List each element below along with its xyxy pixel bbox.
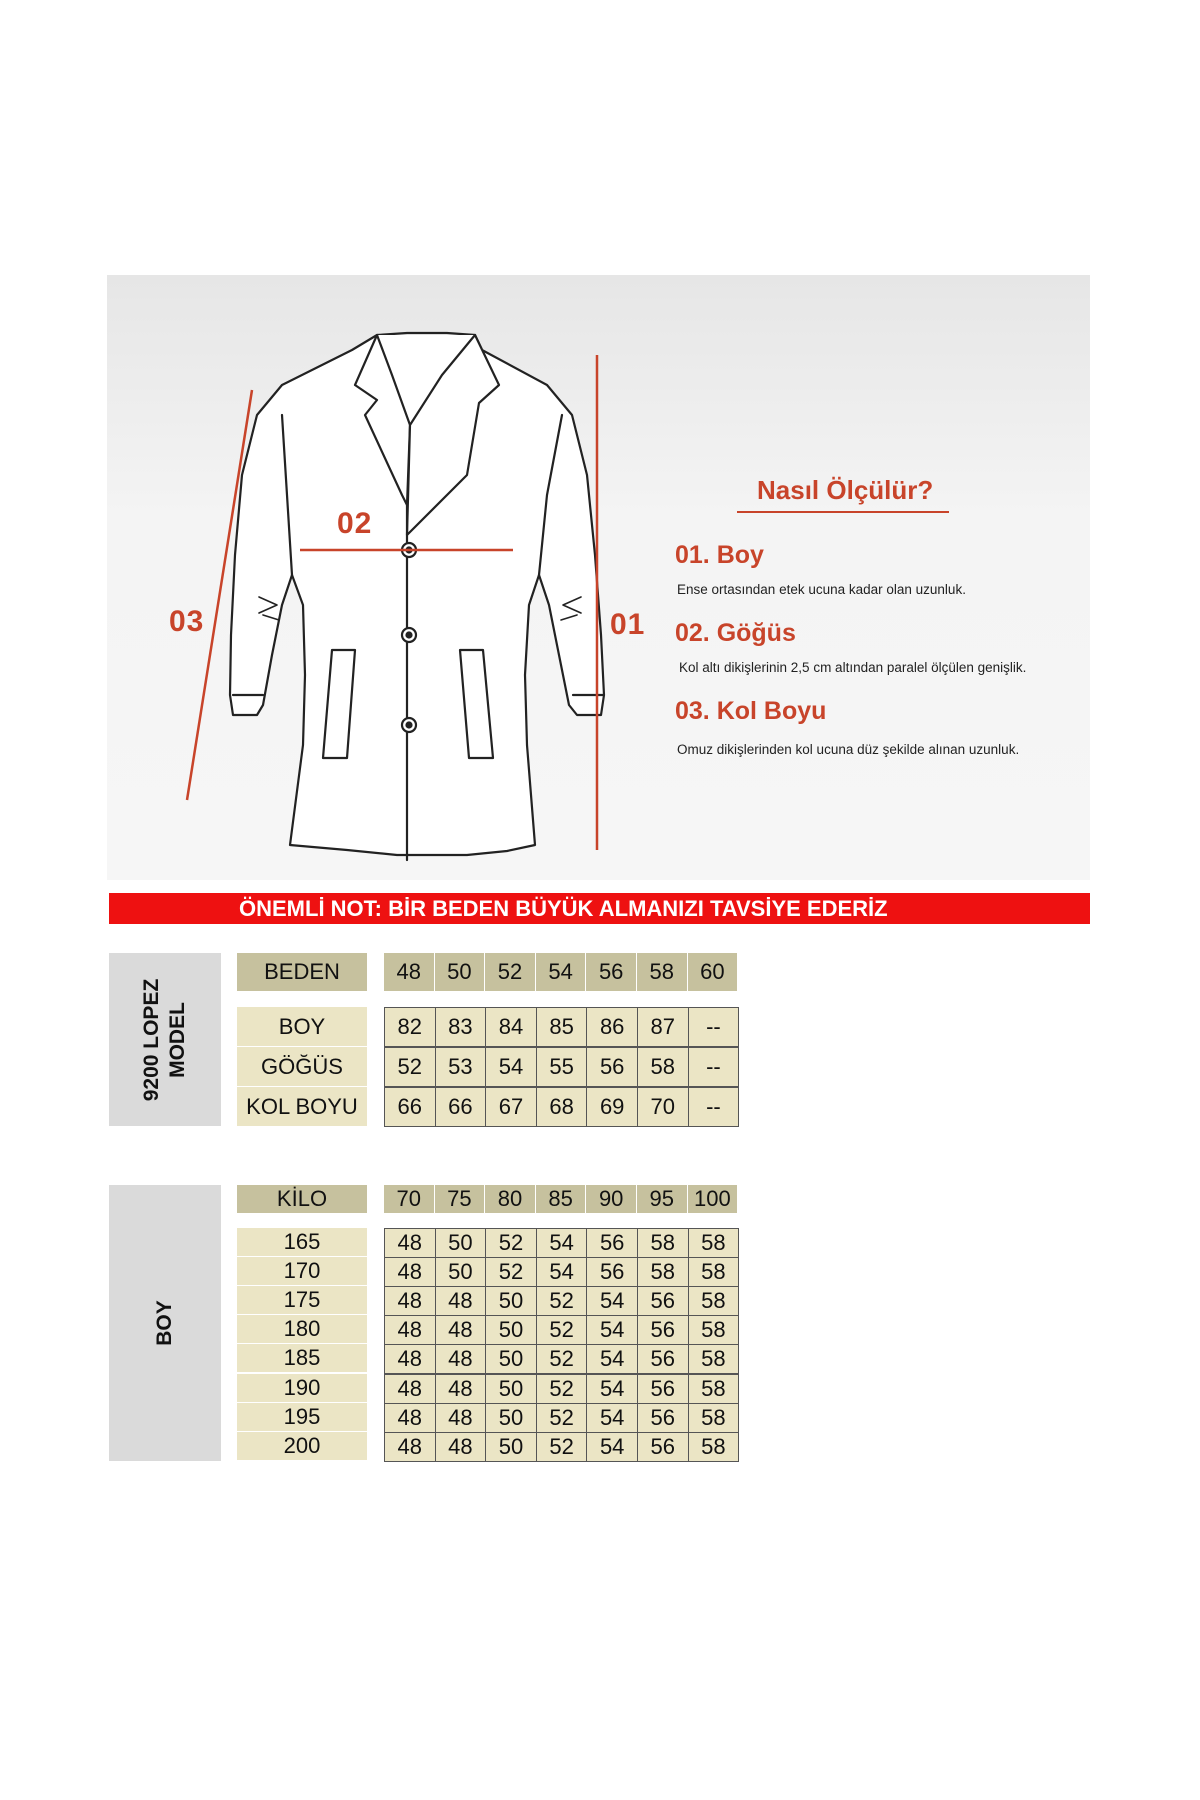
- size-table-cell: 53: [435, 1047, 487, 1087]
- fit-table-cell: 50: [485, 1286, 537, 1316]
- fit-table-cell: 48: [435, 1403, 487, 1433]
- fit-row-label: 200: [237, 1432, 367, 1460]
- fit-table-cell: 52: [536, 1403, 588, 1433]
- fit-header-cell: 85: [536, 1185, 586, 1213]
- size-header-cell: 48: [384, 953, 434, 991]
- size-table-cell: 84: [485, 1007, 537, 1047]
- size-table-cell: 52: [384, 1047, 436, 1087]
- fit-table-cell: 56: [637, 1432, 689, 1462]
- length-measure-label: 01: [610, 608, 646, 641]
- size-table-cell: 67: [485, 1087, 537, 1127]
- fit-table-cell: 56: [637, 1344, 689, 1374]
- chest-measure-label: 02: [337, 507, 373, 540]
- size-table-cell: 56: [586, 1047, 638, 1087]
- size-table-cell: 85: [536, 1007, 588, 1047]
- fit-table-cell: 48: [384, 1286, 436, 1316]
- important-note-text: ÖNEMLİ NOT: BİR BEDEN BÜYÜK ALMANIZI TAVSİYE EDERİZ: [239, 896, 888, 921]
- fit-row-label: 190: [237, 1374, 367, 1402]
- model-code: 9200 LOPEZ: [140, 978, 163, 1101]
- fit-table-cell: 48: [435, 1344, 487, 1374]
- fit-table-cell: 56: [637, 1286, 689, 1316]
- fit-table-cell: 48: [384, 1315, 436, 1345]
- size-header-cell: 58: [637, 953, 687, 991]
- size-table-cell: 54: [485, 1047, 537, 1087]
- fit-table-cell: 48: [384, 1257, 436, 1287]
- size-row-label: GÖĞÜS: [237, 1047, 367, 1086]
- fit-table-cell: 48: [435, 1432, 487, 1462]
- size-table-cell: 69: [586, 1087, 638, 1127]
- size-header-cell: 56: [586, 953, 636, 991]
- size-header-cell: 50: [435, 953, 485, 991]
- fit-table-cell: 54: [536, 1228, 588, 1258]
- fit-table-cell: 48: [435, 1374, 487, 1404]
- howto-heading-length: 01. Boy: [675, 541, 764, 569]
- fit-table-cell: 58: [688, 1403, 740, 1433]
- fit-table-cell: 48: [384, 1432, 436, 1462]
- fit-table-cell: 58: [637, 1228, 689, 1258]
- fit-table-cell: 54: [536, 1257, 588, 1287]
- howto-desc-chest: Kol altı dikişlerinin 2,5 cm altından paralel ölçülen genişlik.: [679, 660, 1027, 675]
- howto-desc-sleeve: Omuz dikişlerinden kol ucuna düz şekilde alınan uzunluk.: [677, 742, 1020, 757]
- size-table-cell: 87: [637, 1007, 689, 1047]
- fit-table-cell: 52: [536, 1315, 588, 1345]
- size-table-cell: 70: [637, 1087, 689, 1127]
- fit-table-cell: 50: [485, 1374, 537, 1404]
- fit-table-cell: 48: [384, 1374, 436, 1404]
- fit-row-label: 185: [237, 1344, 367, 1372]
- size-row-label: KOL BOYU: [237, 1087, 367, 1126]
- size-table-side-label: [109, 953, 221, 1126]
- size-table-cell: --: [688, 1087, 740, 1127]
- fit-table-cell: 52: [485, 1228, 537, 1258]
- howto-desc-length: Ense ortasından etek ucuna kadar olan uzunluk.: [677, 582, 966, 597]
- size-table-cell: --: [688, 1047, 740, 1087]
- fit-table-cell: 48: [435, 1286, 487, 1316]
- size-table-cell: 83: [435, 1007, 487, 1047]
- size-table-cell: 86: [586, 1007, 638, 1047]
- fit-table-cell: 54: [586, 1286, 638, 1316]
- fit-row-label: 180: [237, 1315, 367, 1343]
- fit-table-cell: 54: [586, 1374, 638, 1404]
- fit-header-cell: 80: [485, 1185, 535, 1213]
- fit-table-cell: 56: [637, 1374, 689, 1404]
- fit-header-label: KİLO: [237, 1185, 367, 1213]
- fit-table-cell: 58: [688, 1286, 740, 1316]
- fit-header-cell: 95: [637, 1185, 687, 1213]
- size-table-cell: --: [688, 1007, 740, 1047]
- fit-table-cell: 48: [435, 1315, 487, 1345]
- fit-table-cell: 58: [688, 1432, 740, 1462]
- fit-table-cell: 50: [485, 1432, 537, 1462]
- size-table-cell: 66: [384, 1087, 436, 1127]
- fit-table-cell: 50: [485, 1315, 537, 1345]
- fit-table-cell: 54: [586, 1432, 638, 1462]
- size-table-cell: 82: [384, 1007, 436, 1047]
- fit-table-cell: 52: [536, 1286, 588, 1316]
- howto-heading-chest: 02. Göğüs: [675, 619, 796, 647]
- fit-header-cell: 100: [688, 1185, 738, 1213]
- fit-table-cell: 58: [688, 1228, 740, 1258]
- fit-table-cell: 52: [536, 1432, 588, 1462]
- size-header-cell: 60: [688, 953, 738, 991]
- size-table-cell: 55: [536, 1047, 588, 1087]
- fit-header-cell: 75: [435, 1185, 485, 1213]
- fit-table-cell: 56: [586, 1257, 638, 1287]
- fit-table-cell: 58: [688, 1374, 740, 1404]
- fit-table-cell: 58: [688, 1257, 740, 1287]
- fit-header-cell: 90: [586, 1185, 636, 1213]
- coat-illustration: [107, 275, 1090, 880]
- fit-table-cell: 50: [485, 1403, 537, 1433]
- fit-table-cell: 56: [637, 1315, 689, 1345]
- fit-row-label: 170: [237, 1257, 367, 1285]
- fit-table-cell: 54: [586, 1315, 638, 1345]
- fit-table-cell: 48: [384, 1403, 436, 1433]
- fit-table-cell: 50: [435, 1228, 487, 1258]
- howto-title: Nasıl Ölçülür?: [757, 475, 934, 505]
- fit-row-label: 175: [237, 1286, 367, 1314]
- fit-header-cell: 70: [384, 1185, 434, 1213]
- size-header-cell: 54: [536, 953, 586, 991]
- fit-side-text: BOY: [153, 1300, 176, 1346]
- fit-table-cell: 58: [688, 1315, 740, 1345]
- fit-table-cell: 52: [485, 1257, 537, 1287]
- sleeve-measure-label: 03: [169, 605, 205, 638]
- fit-table-side-label: [109, 1185, 221, 1461]
- fit-table-cell: 54: [586, 1403, 638, 1433]
- fit-table-cell: 50: [435, 1257, 487, 1287]
- fit-table-cell: 58: [637, 1257, 689, 1287]
- fit-table-cell: 48: [384, 1228, 436, 1258]
- size-table-cell: 66: [435, 1087, 487, 1127]
- fit-table-cell: 54: [586, 1344, 638, 1374]
- fit-table-cell: 58: [688, 1344, 740, 1374]
- model-word: MODEL: [166, 1001, 189, 1078]
- fit-table-cell: 52: [536, 1374, 588, 1404]
- size-table-cell: 58: [637, 1047, 689, 1087]
- fit-row-label: 165: [237, 1228, 367, 1256]
- fit-table-cell: 48: [384, 1344, 436, 1374]
- fit-table-cell: 50: [485, 1344, 537, 1374]
- howto-underline: [737, 511, 949, 513]
- howto-heading-sleeve: 03. Kol Boyu: [675, 697, 827, 725]
- size-header-cell: 52: [485, 953, 535, 991]
- size-header-label: BEDEN: [237, 953, 367, 991]
- fit-table-cell: 56: [586, 1228, 638, 1258]
- important-note-banner: [109, 893, 1090, 924]
- fit-row-label: 195: [237, 1403, 367, 1431]
- fit-table-cell: 52: [536, 1344, 588, 1374]
- size-table-cell: 68: [536, 1087, 588, 1127]
- size-row-label: BOY: [237, 1007, 367, 1046]
- fit-table-cell: 56: [637, 1403, 689, 1433]
- measurement-diagram-panel: [107, 275, 1090, 880]
